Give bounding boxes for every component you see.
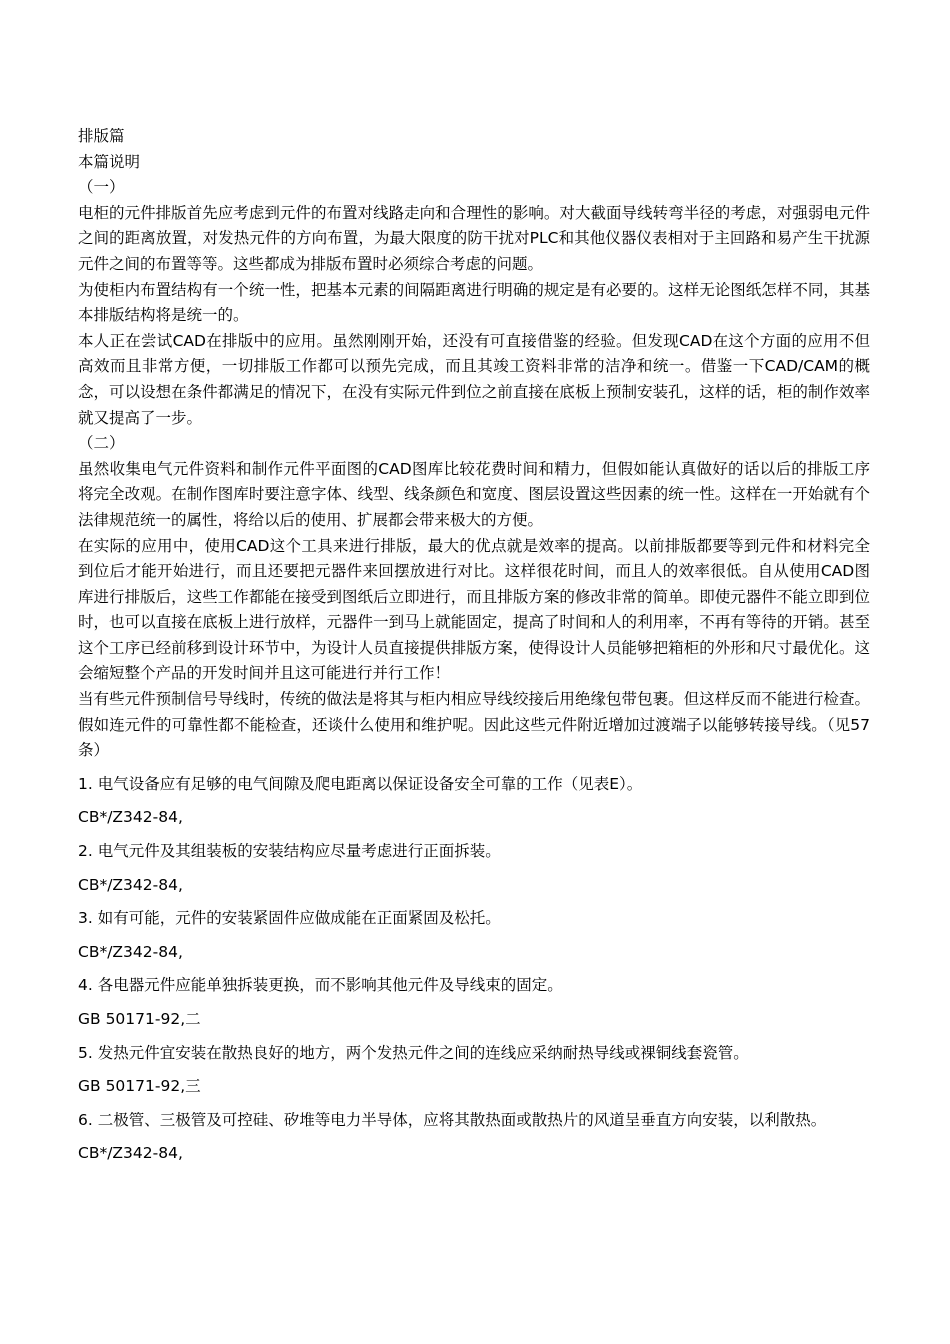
paragraph: 电柜的元件排版首先应考虑到元件的布置对线路走向和合理性的影响。对大截面导线转弯半径的考虑，对强弱电元件之间的距离放置，对发热元件的方向布置，为最大限度的防干扰对PLC和其他仪器仪表相对于主回路和易产生干扰源元件之间的布置等等。这些都成为排版布置时必须综合考虑的问题。 bbox=[78, 203, 870, 273]
section-heading-1: （一） bbox=[78, 178, 125, 197]
list-item: 1. 电气设备应有足够的电气间隙及爬电距离以保证设备安全可靠的工作（见表E）。 bbox=[78, 774, 643, 793]
list-item: 4. 各电器元件应能单独拆装更换，而不影响其他元件及导线束的固定。 bbox=[78, 976, 563, 995]
doc-title: 排版篇 bbox=[78, 127, 125, 145]
document-page bbox=[78, 124, 870, 1167]
standard-reference: CB*/Z342-84, bbox=[78, 942, 183, 961]
doc-subtitle: 本篇说明 bbox=[78, 152, 141, 171]
paragraph: 在实际的应用中，使用CAD这个工具来进行排版，最大的优点就是效率的提高。以前排版都要等到元件和材料完全到位后才能开始进行，而且还要把元器件来回摆放进行对比。这样很花时间，而且人的效率很低。自从使用CAD图库进行排版后，这些工作都能在接受到图纸后立即进行，而且排版方案的修改非常的简单。即使元器件不能立即到位时，也可以直接在底板上进行放样，元器件一到马上就能固定，提高了时间和人的利用率，不再有等待的开销。甚至这个工序已经前移到设计环节中，为设计人员直接提供排版方案，使得设计人员能够把箱柜的外形和尺寸最优化。这会缩短整个产品的开发时间并且这可能进行并行工作！ bbox=[78, 536, 870, 683]
list-item: 5. 发热元件宜安装在散热良好的地方，两个发热元件之间的连线应采纳耐热导线或裸铜线套瓷管。 bbox=[78, 1043, 749, 1062]
standard-reference: CB*/Z342-84, bbox=[78, 875, 183, 894]
standard-reference: CB*/Z342-84, bbox=[78, 1144, 183, 1163]
paragraph: 为使柜内布置结构有一个统一性，把基本元素的间隔距离进行明确的规定是有必要的。这样无论图纸怎样不同，其基本排版结构将是统一的。 bbox=[78, 280, 870, 325]
paragraph: 当有些元件预制信号导线时，传统的做法是将其与柜内相应导线绞接后用绝缘包带包裹。但这样反而不能进行检查。假如连元件的可靠性都不能检查，还谈什么使用和维护呢。因此这些元件附近增加过渡端子以能够转接导线。（见57条） bbox=[78, 690, 870, 760]
list-item: 2. 电气元件及其组装板的安装结构应尽量考虑进行正面拆装。 bbox=[78, 842, 501, 861]
standard-reference: GB 50171-92,三 bbox=[78, 1077, 201, 1096]
standard-reference: GB 50171-92,二 bbox=[78, 1010, 201, 1028]
list-item: 6. 二极管、三极管及可控硅、矽堆等电力半导体，应将其散热面或散热片的风道呈垂直方向安装，以利散热。 bbox=[78, 1110, 827, 1129]
standard-reference: CB*/Z342-84, bbox=[78, 808, 183, 827]
paragraph: 本人正在尝试CAD在排版中的应用。虽然刚刚开始，还没有可直接借鉴的经验。但发现CAD在这个方面的应用不但高效而且非常方便，一切排版工作都可以预先完成，而且其竣工资料非常的洁净和统一。借鉴一下CAD/CAM的概念，可以设想在条件都满足的情况下，在没有实际元件到位之前直接在底板上预制安装孔，这样的话，柜的制作效率就又提高了一步。 bbox=[78, 331, 870, 427]
list-item: 3. 如有可能，元件的安装紧固件应做成能在正面紧固及松托。 bbox=[78, 909, 501, 928]
section-heading-2: （二） bbox=[78, 434, 125, 453]
paragraph: 虽然收集电气元件资料和制作元件平面图的CAD图库比较花费时间和精力，但假如能认真做好的话以后的排版工序将完全改观。在制作图库时要注意字体、线型、线条颜色和宽度、图层设置这些因素的统一性。这样在一开始就有个法律规范统一的属性，将给以后的使用、扩展都会带来极大的方便。 bbox=[78, 459, 870, 529]
